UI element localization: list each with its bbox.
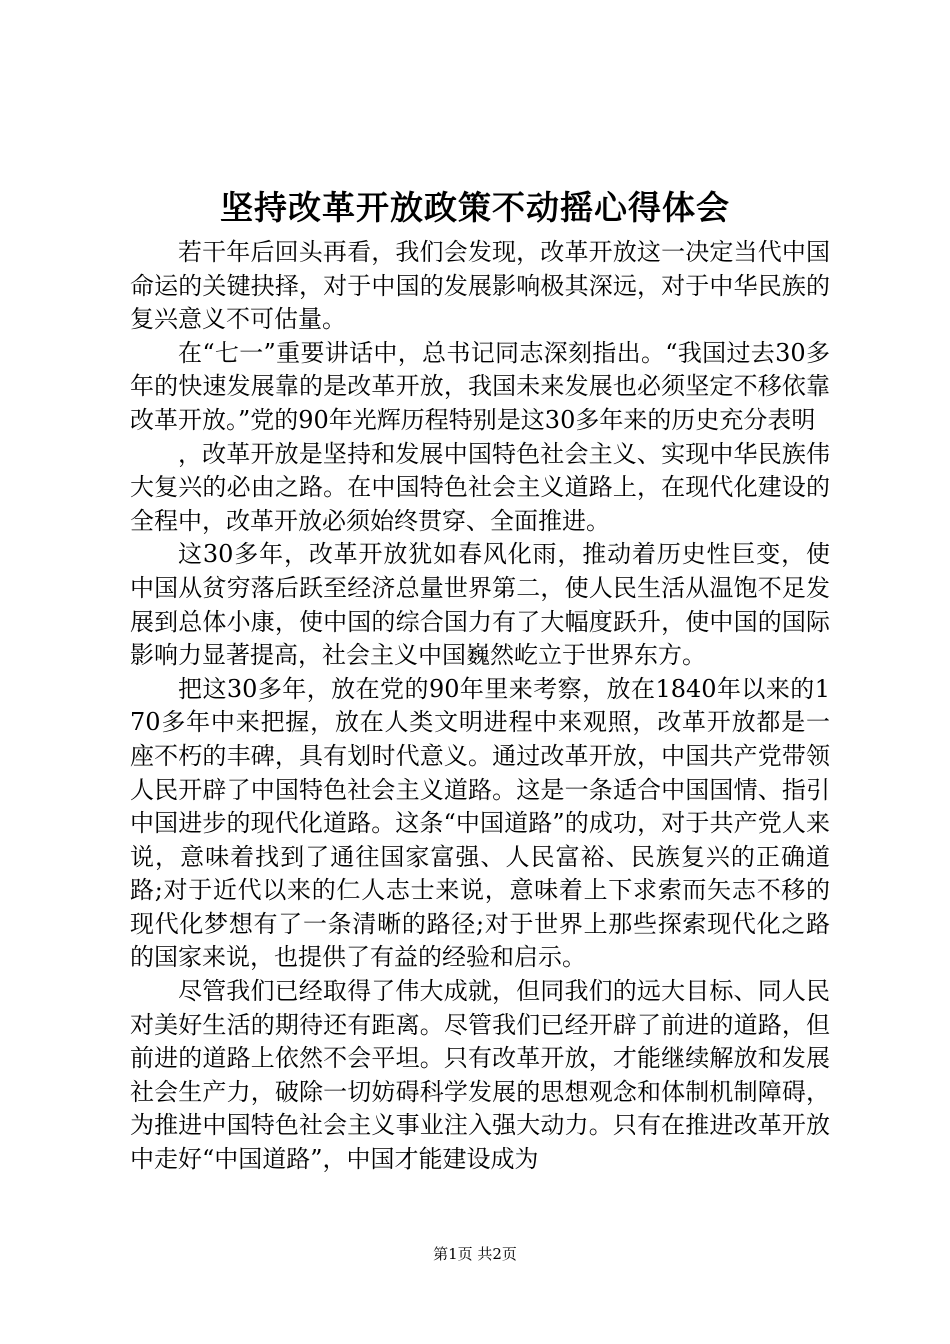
document-body (130, 236, 830, 1177)
paragraph-4: 这30多年，改革开放犹如春风化雨，推动着历史性巨变，使中国从贫穷落后跃至经济总量世界第二，使人民生活从温饱不足发展到总体小康，使中国的综合国力有了大幅度跃升，使中国的国际影响力显著提高，社会主义中国巍然屹立于世界东方。 (130, 540, 830, 670)
paragraph-6: 尽管我们已经取得了伟大成就，但同我们的远大目标、同人民对美好生活的期待还有距离。尽管我们已经开辟了前进的道路，但前进的道路上依然不会平坦。只有改革开放，才能继续解放和发展社会生产力，破除一切妨碍科学发展的思想观念和体制机制障碍，为推进中国特色社会主义事业注入强大动力。只有在推进改革开放中走好“中国道路”，中国才能建设成为 (130, 977, 830, 1174)
paragraph-2: 在“七一”重要讲话中，总书记同志深刻指出。“我国过去30多年的快速发展靠的是改革开放，我国未来发展也必须坚定不移依靠改革开放。”党的90年光辉历程特别是这30多年来的历史充分表明 (130, 338, 830, 434)
page-footer: 第1页 共2页 (433, 1245, 517, 1263)
document-title: 坚持改革开放政策不动摇心得体会 (220, 188, 730, 227)
paragraph-1: 若干年后回头再看，我们会发现，改革开放这一决定当代中国命运的关键抉择，对于中国的发展影响极其深远，对于中华民族的复兴意义不可估量。 (130, 238, 830, 334)
paragraph-3: ，改革开放是坚持和发展中国特色社会主义、实现中华民族伟大复兴的必由之路。在中国特色社会主义道路上，在现代化建设的全程中，改革开放必须始终贯穿、全面推进。 (130, 439, 830, 535)
paragraph-5: 把这30多年，放在党的90年里来考察，放在1840年以来的170多年中来把握，放在人类文明进程中来观照，改革开放都是一座不朽的丰碑，具有划时代意义。通过改革开放，中国共产党带领人民开辟了中国特色社会主义道路。这是一条适合中国国情、指引中国进步的现代化道路。这条“中国道路”的成功，对于共产党人来说，意味着找到了通往国家富强、人民富裕、民族复兴的正确道路;对于近代以来的仁人志士来说，意味着上下求索而矢志不移的现代化梦想有了一条清晰的路径;对于世界上那些探索现代化之路的国家来说，也提供了有益的经验和启示。 (130, 674, 830, 972)
